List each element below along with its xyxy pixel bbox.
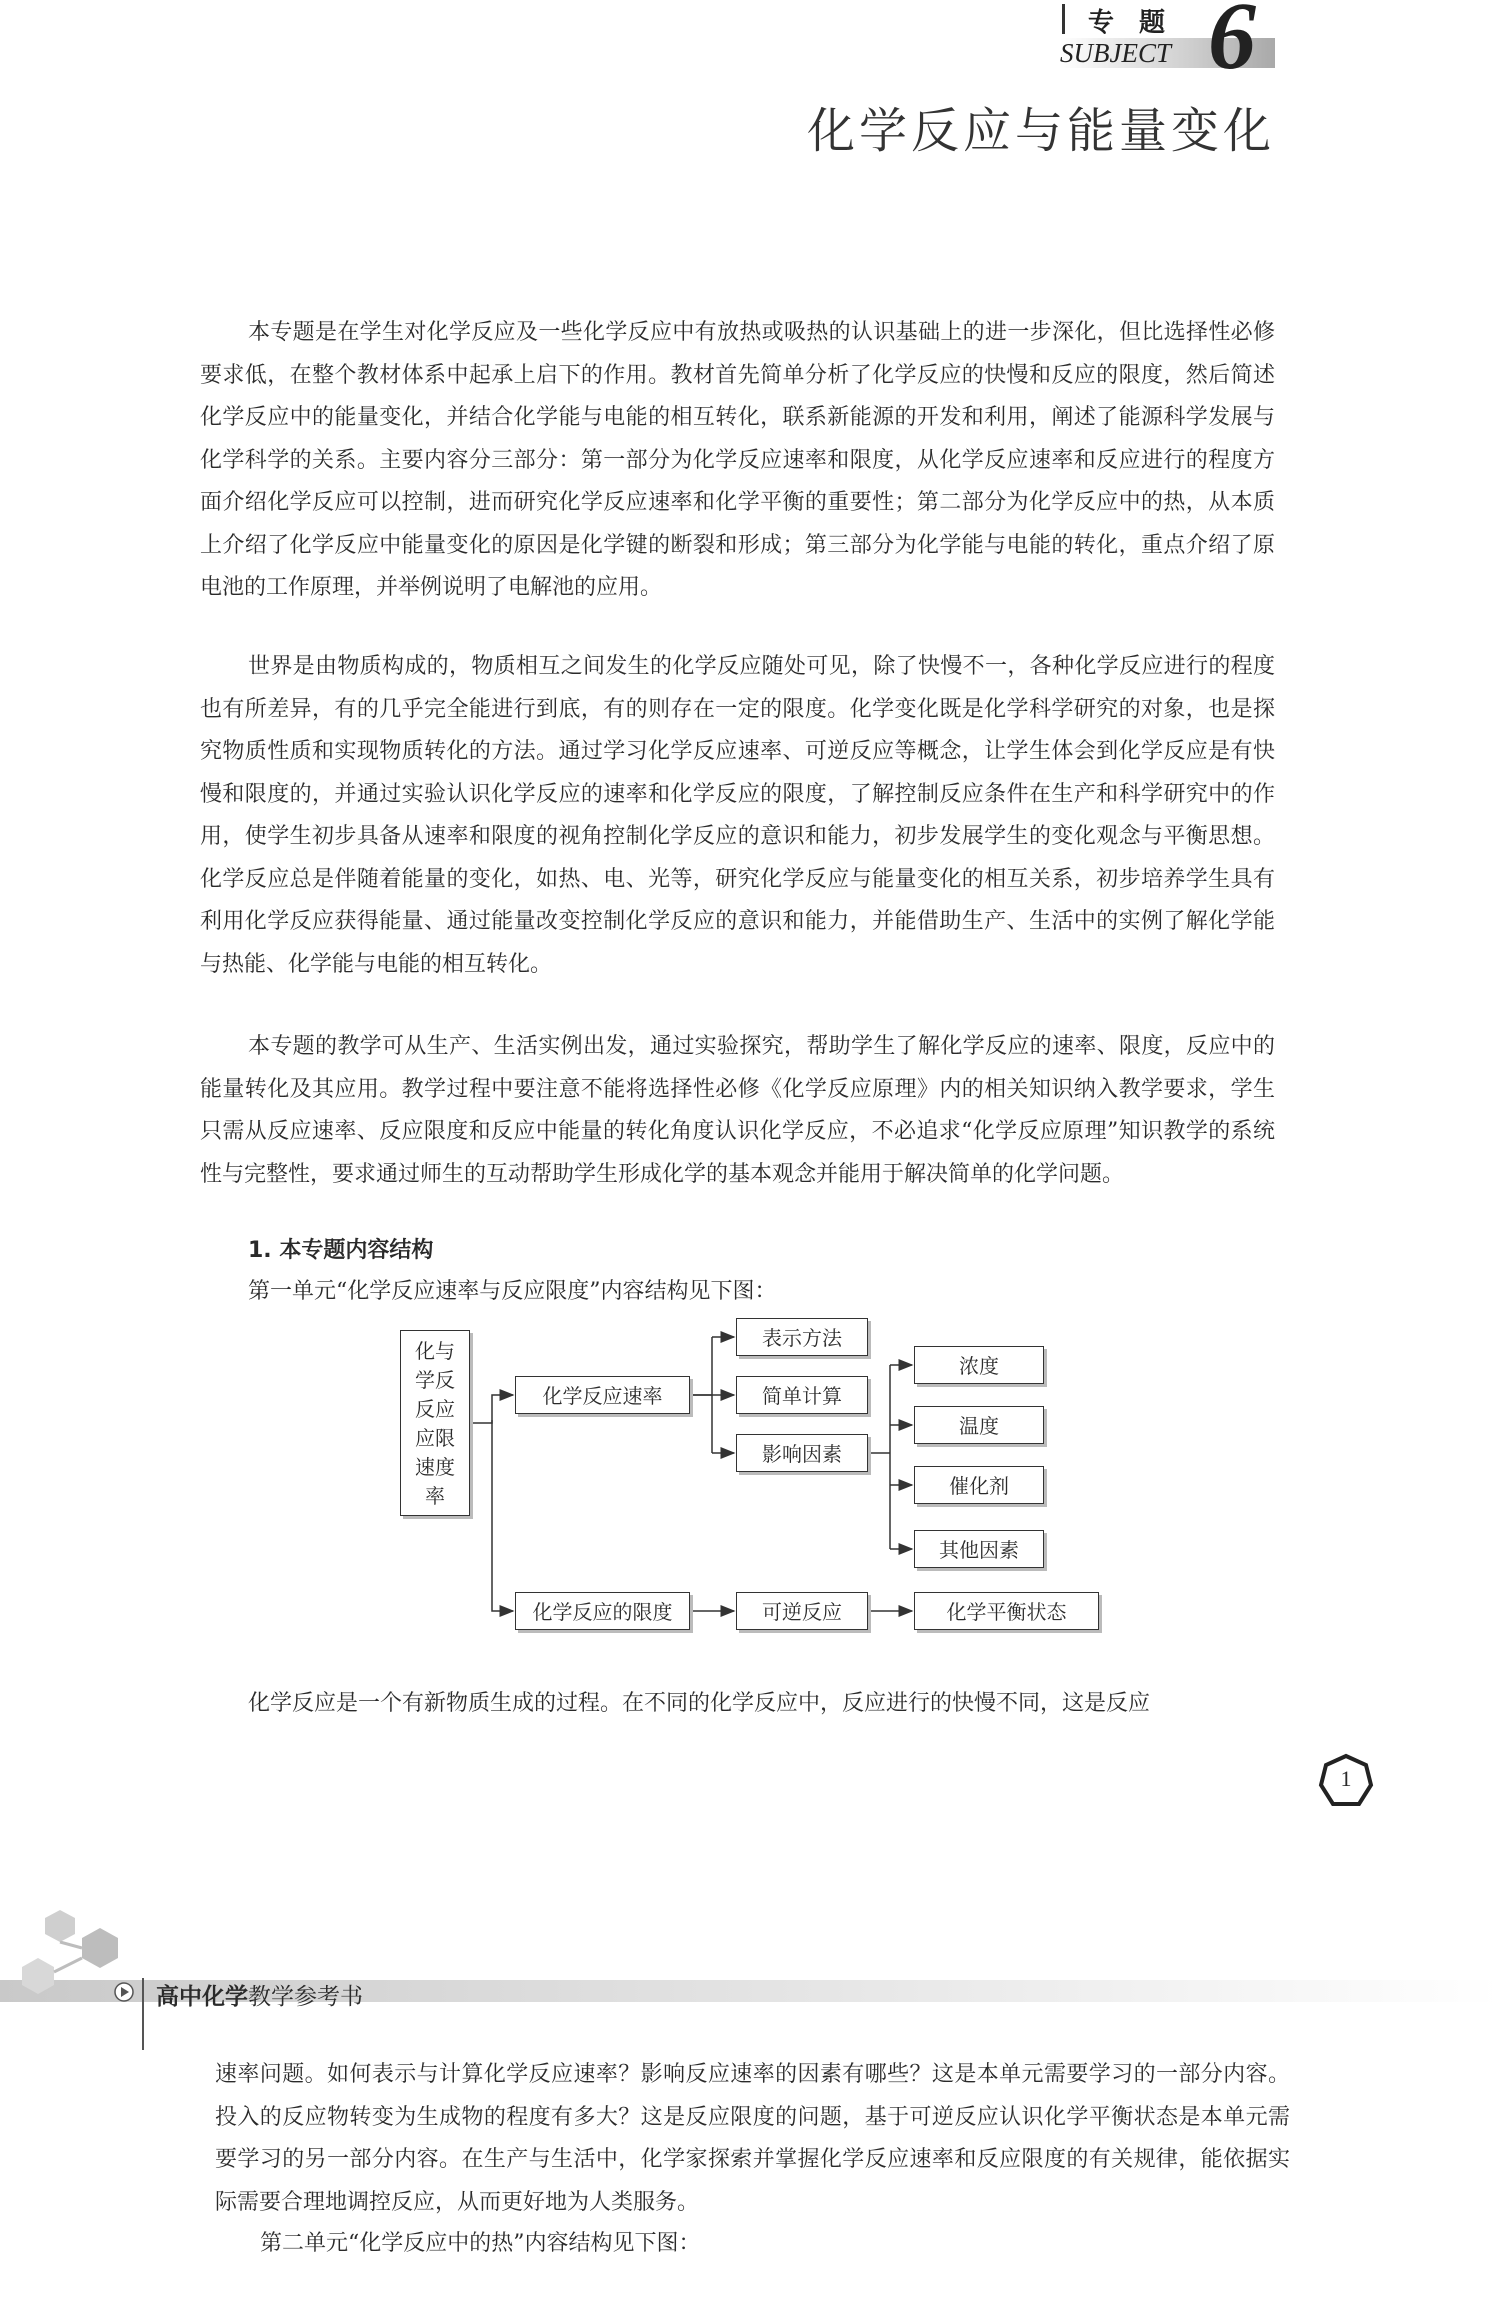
hexagon-icon	[82, 1928, 118, 1968]
diagram-node-catalyst: 催化剂	[914, 1466, 1044, 1504]
paragraph-reaction: 化学反应是一个有新物质生成的过程。在不同的化学反应中，反应进行的快慢不同，这是反应	[248, 1691, 1151, 1716]
diagram-node-rate: 化学反应速率	[515, 1376, 690, 1414]
section-heading: 1. 本专题内容结构	[248, 1238, 434, 1263]
connector-root	[472, 1420, 492, 1423]
subject-label: 专 题	[1088, 8, 1174, 38]
book-header	[0, 1900, 1500, 2050]
paragraph-rate-questions: 速率问题。如何表示与计算化学反应速率？影响反应速率的因素有哪些？这是本单元需要学习的一部分内容。投入的反应物转变为生成物的程度有多大？这是反应限度的问题，基于可逆反应认识化学平衡状态是本单元需要学习的另一部分内容。在生产与生活中，化学家探索并掌握化学反应速率和反应限度的有关规律，能依据实际需要合理地调控反应，从而更好地为人类服务。	[215, 2062, 1290, 2215]
subject-banner-rule	[1062, 4, 1065, 34]
diagram-node-factors: 影响因素	[736, 1434, 868, 1472]
paragraph-world: 世界是由物质构成的，物质相互之间发生的化学反应随处可见，除了快慢不一，各种化学反应进行的程度也有所差异，有的几乎完全能进行到底，有的则存在一定的限度。化学变化既是化学科学研究的对象，也是探究物质性质和实现物质转化的方法。通过学习化学反应速率、可逆反应等概念，让学生体会到化学反应是有快慢和限度的，并通过实验认识化学反应的速率和化学反应的限度，了解控制反应条件在生产和科学研究中的作用，使学生初步具备从速率和限度的视角控制化学反应的意识和能力，初步发展学生的变化观念与平衡思想。化学反应总是伴随着能量的变化，如热、电、光等，研究化学反应与能量变化的相互关系，初步培养学生具有利用化学反应获得能量、通过能量改变控制化学反应的意识和能力，并能借助生产、生活中的实例了解化学能与热能、化学能与电能的相互转化。	[200, 654, 1275, 977]
subject-english-label: SUBJECT	[1060, 38, 1171, 68]
connector-root-limit	[492, 1420, 513, 1611]
diagram-node-equilibrium: 化学平衡状态	[914, 1592, 1099, 1630]
page-number: 1	[1340, 1766, 1352, 1791]
diagram-node-concentration: 浓度	[914, 1346, 1044, 1384]
root-line: 反应	[415, 1397, 455, 1421]
root-line: 化与	[415, 1339, 455, 1363]
subject-banner	[1060, 0, 1275, 89]
diagram-caption-unit1: 第一单元“化学反应速率与反应限度”内容结构见下图：	[248, 1279, 777, 1304]
diagram-node-other-factors: 其他因素	[914, 1530, 1044, 1568]
subject-number: 6	[1208, 0, 1256, 89]
chapter-title: 化学反应与能量变化	[806, 103, 1275, 159]
diagram-node-reversible: 可逆反应	[736, 1592, 868, 1630]
root-line: 率	[425, 1484, 445, 1508]
diagram-node-root	[400, 1330, 470, 1516]
hexagon-icon	[45, 1910, 75, 1942]
book-title-rest: 教学参考书	[248, 1984, 363, 2010]
book-title	[156, 1978, 363, 2011]
content-structure-diagram	[400, 1325, 1120, 1685]
paragraph-intro: 本专题是在学生对化学反应及一些化学反应中有放热或吸热的认识基础上的进一步深化，但比选择性必修要求低，在整个教材体系中起承上启下的作用。教材首先简单分析了化学反应的快慢和反应的限度，然后简述化学反应中的能量变化，并结合化学能与电能的相互转化，联系新能源的开发和利用，阐述了能源科学发展与化学科学的关系。主要内容分三部分：第一部分为化学反应速率和限度，从化学反应速率和反应进行的程度方面介绍化学反应可以控制，进而研究化学反应速率和化学平衡的重要性；第二部分为化学反应中的热，从本质上介绍了化学反应中能量变化的原因是化学键的断裂和形成；第三部分为化学能与电能的转化，重点介绍了原电池的工作原理，并举例说明了电解池的应用。	[200, 320, 1275, 600]
root-line: 应限	[415, 1426, 455, 1450]
page-number-badge	[1318, 1752, 1374, 1812]
diagram-node-express: 表示方法	[736, 1318, 868, 1356]
connector-root-rate	[492, 1395, 513, 1420]
root-line: 速度	[415, 1455, 455, 1479]
diagram-node-limit: 化学反应的限度	[515, 1592, 690, 1630]
diagram-node-calc: 简单计算	[736, 1376, 868, 1414]
root-line: 学反	[415, 1368, 455, 1392]
book-title-bold: 高中化学	[156, 1984, 248, 2010]
diagram-node-temperature: 温度	[914, 1406, 1044, 1444]
diagram-caption-unit2: 第二单元“化学反应中的热”内容结构见下图：	[260, 2231, 701, 2256]
paragraph-teaching: 本专题的教学可从生产、生活实例出发，通过实验探究，帮助学生了解化学反应的速率、限度，反应中的能量转化及其应用。教学过程中要注意不能将选择性必修《化学反应原理》内的相关知识纳入教学要求，学生只需从反应速率、反应限度和反应中能量的转化角度认识化学反应，不必追求“化学反应原理”知识教学的系统性与完整性，要求通过师生的互动帮助学生形成化学的基本观念并能用于解决简单的化学问题。	[200, 1034, 1275, 1187]
book-header-decoration	[0, 1900, 1500, 2050]
